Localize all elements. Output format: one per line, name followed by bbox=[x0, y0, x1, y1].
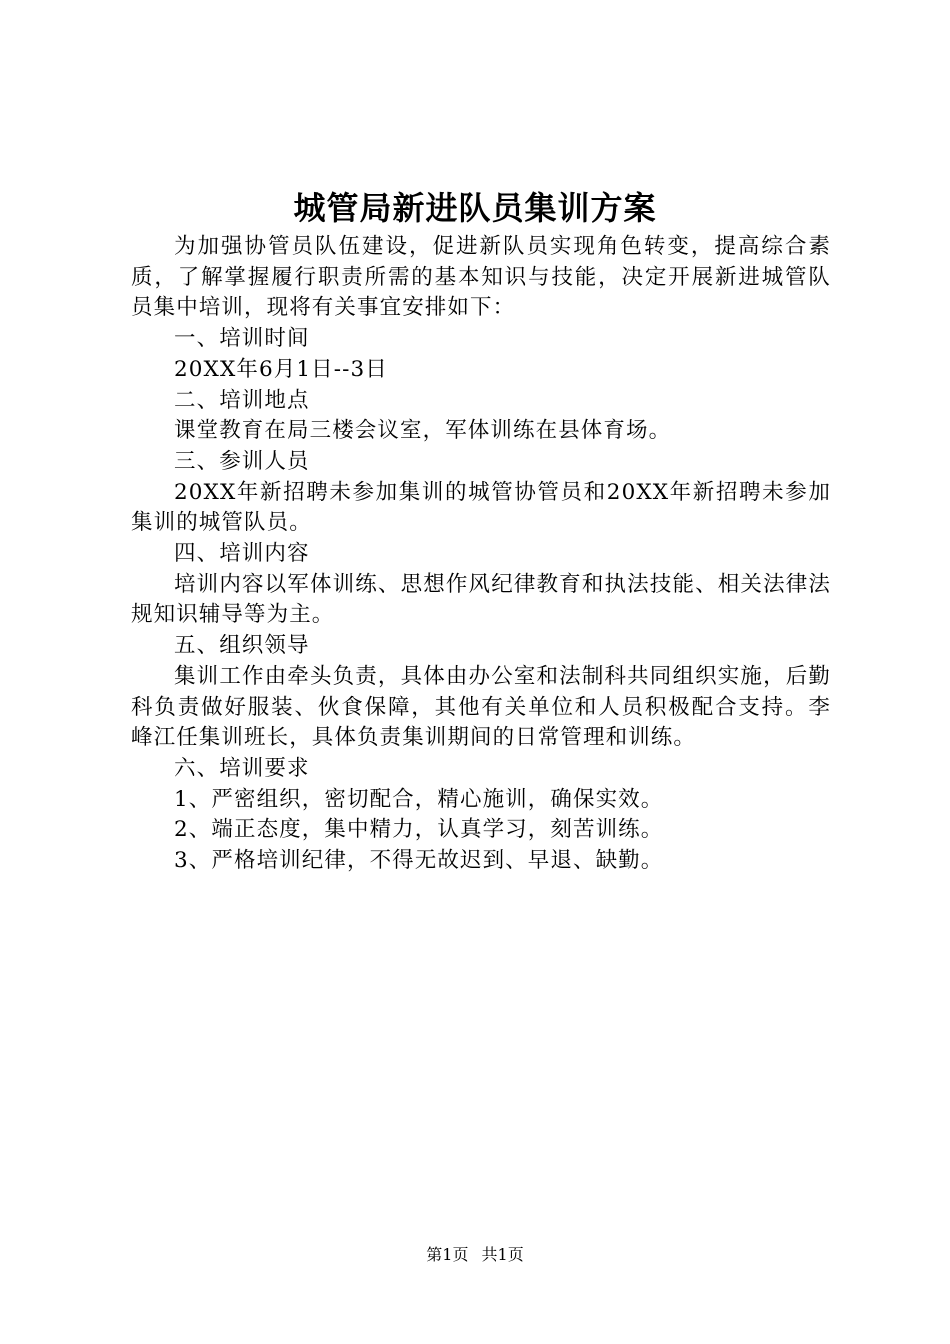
section-heading-requirements: 六、培训要求 bbox=[174, 755, 310, 781]
page-total: 共1页 bbox=[481, 1245, 524, 1264]
section-heading-time: 一、培训时间 bbox=[174, 326, 310, 352]
training-content-text: 培训内容以军体训练、思想作风纪律教育和执法技能、相关法律法规知识辅导等为主。 bbox=[131, 571, 831, 628]
leadership-text: 集训工作由牵头负责，具体由办公室和法制科共同组织实施，后勤科负责做好服装、伙食保障，其他有关单位和人员积极配合支持。李峰江任集训班长，具体负责集训期间的日常管理和训练。 bbox=[131, 663, 831, 751]
section-heading-participants: 三、参训人员 bbox=[174, 448, 310, 474]
document-body bbox=[131, 232, 831, 877]
intro-paragraph: 为加强协管员队伍建设，促进新队员实现角色转变，提高综合素质，了解掌握履行职责所需的基本知识与技能，决定开展新进城管队员集中培训，现将有关事宜安排如下： bbox=[131, 234, 831, 321]
requirement-item: 2、端正态度，集中精力，认真学习，刻苦训练。 bbox=[174, 817, 664, 843]
page-number: 第1页 bbox=[426, 1245, 469, 1264]
section-heading-content: 四、培训内容 bbox=[174, 541, 310, 567]
section-heading-location: 二、培训地点 bbox=[174, 387, 310, 413]
participants-text: 20XX年新招聘未参加集训的城管协管员和20XX年新招聘未参加集训的城管队员。 bbox=[131, 479, 831, 536]
document-title: 城管局新进队员集训方案 bbox=[293, 189, 657, 227]
section-heading-leadership: 五、组织领导 bbox=[174, 633, 310, 659]
training-location-text: 课堂教育在局三楼会议室，军体训练在县体育场。 bbox=[174, 418, 672, 444]
requirement-item: 1、严密组织，密切配合，精心施训，确保实效。 bbox=[174, 786, 664, 812]
requirement-item: 3、严格培训纪律，不得无故迟到、早退、缺勤。 bbox=[174, 848, 664, 874]
page-footer bbox=[0, 1244, 950, 1266]
training-time-text: 20XX年6月1日--3日 bbox=[174, 356, 388, 382]
